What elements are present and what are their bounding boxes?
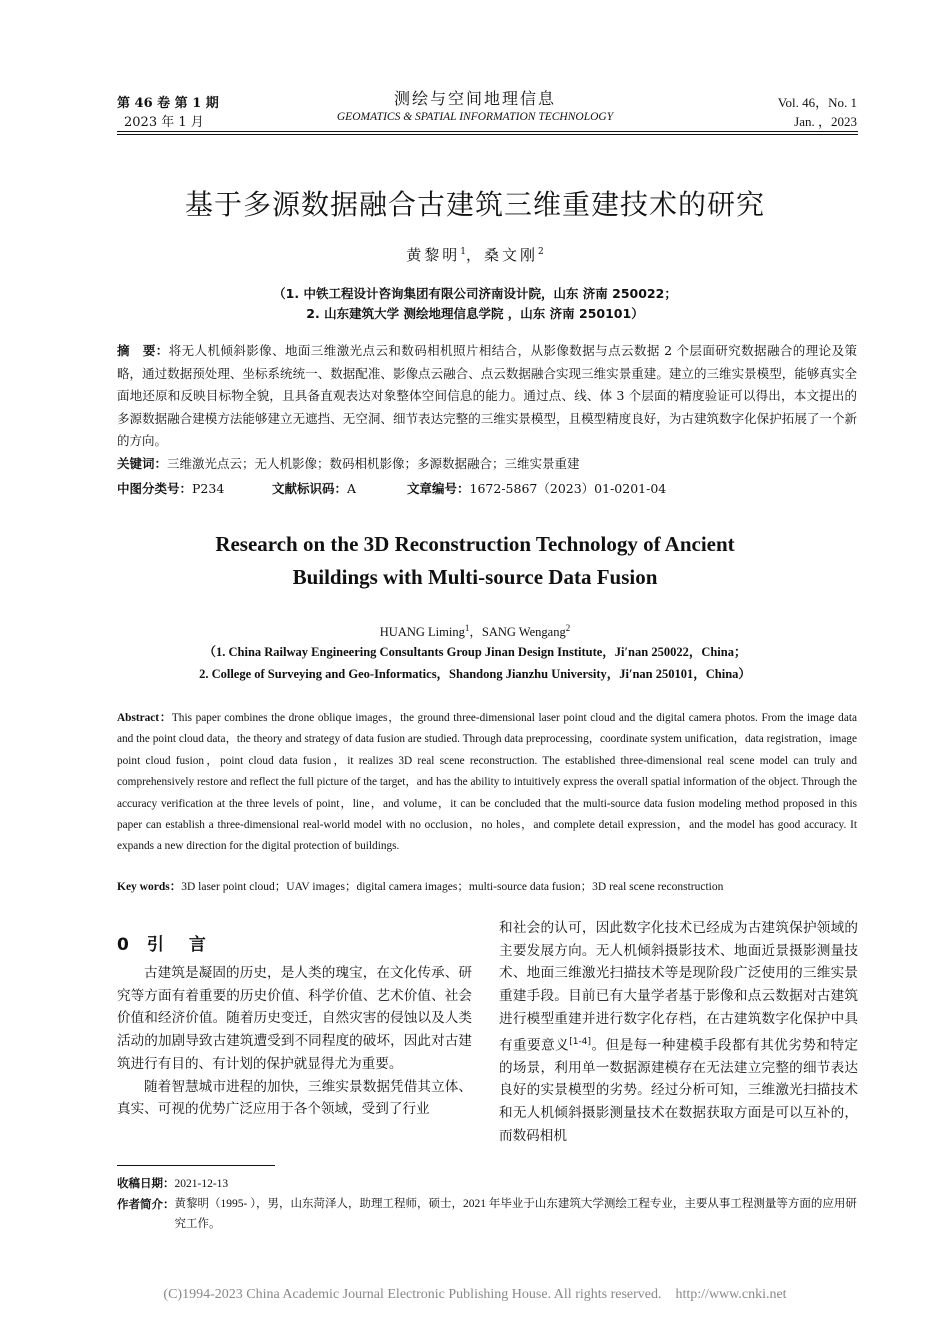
- body-paragraph-3-part-2: 。但是每一种建模手段都有其优劣势和特定的场景，利用单一数据源建模存在无法建立完整的细节表达良好的实景模型的劣势。经过分析可知，三维激光扫描技术和无人机倾斜摄影测量技术在数据获取方面是可以互补的，而数码相机: [499, 1037, 859, 1144]
- volume-issue-en: Vol. 46，No. 1: [777, 95, 857, 110]
- received-date: [117, 1173, 857, 1194]
- author-2-en: SANG Wengang: [481, 625, 566, 639]
- section-number: 0: [117, 935, 133, 955]
- citation-1-4: [1-4]: [569, 1036, 591, 1047]
- article-no-label: 文章编号：: [407, 481, 470, 496]
- author-2-en-mark: 2: [565, 622, 571, 633]
- body-paragraph-3-part-1: 和社会的认可，因此数字化技术已经成为古建筑保护领域的主要发展方向。无人机倾斜摄影技术、地面近景摄影测量技术、地面三维激光扫描技术等是现阶段广泛使用的三维实景重建手段。目前已有大量学者基于影像和点云数据对古建筑进行模型重建并进行数字化存档，在古建筑数字化保护中具有重要意义: [499, 920, 858, 1054]
- header-rule-bottom: [117, 134, 858, 135]
- author-en-separator: ，: [469, 625, 482, 639]
- author-1-en-mark: 1: [464, 622, 470, 633]
- keywords-cn: [117, 454, 857, 472]
- abstract-en-label: Abstract：: [117, 712, 172, 724]
- author-2-cn: 桑文刚: [484, 246, 539, 264]
- affiliation-1-en: （1. China Railway Engineering Consultants Group Jinan Design Institute，Ji′nan 250022，China；: [203, 645, 747, 659]
- footnote-rule: [117, 1165, 275, 1166]
- affiliation-2-cn: 2. 山东建筑大学 测绘地理信息学院 ，山东 济南 250101）: [306, 306, 644, 321]
- section-heading: [117, 930, 210, 955]
- affiliations-en: [0, 641, 950, 685]
- paper-title-cn: 基于多源数据融合古建筑三维重建技术的研究: [184, 188, 765, 221]
- affiliation-2-en: 2. College of Surveying and Geo-Informatics，Shandong Jianzhu University，Ji′nan 250101，China）: [199, 667, 751, 681]
- abstract-en-text: This paper combines the drone oblique images，the ground three-dimensional laser point cloud and the digital camera photos. From the image data and the point cloud data，the theory and strategy of data fusion are studied. Through data preprocessing，coordinate system unification，data registration，image point cloud fusion，point cloud data fusion，it realizes 3D real scene reconstruction. The established three-dimensional real scene model can truly and comprehensively restore and reflect the full picture of the target，and has the ability to intuitively express the overall spatial information of the object. Through the accuracy verification at the three levels of point，line，and volume，it can be concluded that the multi-source data fusion modeling method proposed in this paper can establish a three-dimensional real-world model with no occlusion，no holes，and complete detail expression，and the model has good accuracy. It expands a new direction for the digital protection of buildings.: [117, 712, 857, 853]
- date-cn: 2023 年 1 月: [124, 115, 204, 130]
- header-rule-top: [117, 131, 858, 132]
- body-column-right: [499, 917, 858, 1148]
- body-column-left: [117, 962, 472, 1121]
- keywords-en: [117, 878, 857, 894]
- keywords-cn-text: 三维激光点云；无人机影像；数码相机影像；多源数据融合；三维实景重建: [167, 456, 580, 471]
- affiliations-cn: [0, 284, 950, 324]
- received-value: 2021-12-13: [174, 1178, 229, 1190]
- author-bio: [117, 1194, 857, 1234]
- doc-code-value: A: [347, 481, 357, 496]
- author-bio-label: 作者简介：: [117, 1197, 175, 1211]
- copyright-notice: (C)1994-2023 China Academic Journal Electronic Publishing House. All rights reserved. http://www.cnki.net: [163, 1287, 787, 1302]
- paper-title-en: [0, 528, 950, 594]
- date-en: Jan. ，2023: [794, 114, 857, 129]
- clc-value: P234: [192, 481, 225, 496]
- abstract-cn: [117, 340, 857, 453]
- authors-cn: [0, 244, 950, 265]
- body-paragraph-2: 随着智慧城市进程的加快，三维实景数据凭借其立体、真实、可视的优势广泛应用于各个领域，受到了行业: [117, 1078, 472, 1118]
- abstract-cn-text: 将无人机倾斜影像、地面三维激光点云和数码相机照片相结合，从影像数据与点云数据 2 个层面研究数据融合的理论及策略，通过数据预处理、坐标系统统一、数据配准、影像点云融合、点云数据融合实现三维实景重建。建立的三维实景模型，能够真实全面地还原和反映目标物全貌，且具备直观表达对象整体空间信息的能力。通过点、线、体 3 个层面的精度验证可以得出，本文提出的多源数据融合建模方法能够建立无遮挡、无空洞、细节表达完整的三维实景模型，且模型精度良好，为古建筑数字化保护拓展了一个新的方向。: [117, 343, 857, 448]
- author-separator: ，: [465, 246, 484, 264]
- journal-title-en: GEOMATICS & SPATIAL INFORMATION TECHNOLOGY: [336, 111, 614, 123]
- journal-title-cn: 测绘与空间地理信息: [393, 89, 556, 108]
- keywords-en-text: 3D laser point cloud；UAV images；digital camera images；multi-source data fusion；3D real scene reconstruction: [181, 881, 724, 893]
- abstract-en: [117, 708, 857, 858]
- body-paragraph-1: 古建筑是凝固的历史，是人类的瑰宝，在文化传承、研究等方面有着重要的历史价值、科学价值、艺术价值、社会价值和经济价值。随着历史变迁，自然灾害的侵蚀以及人类活动的加剧导致古建筑遭受到不同程度的破坏，因此对古建筑进行有目的、有计划的保护就显得尤为重要。: [117, 965, 472, 1072]
- doc-code-label: 文献标识码：: [272, 481, 348, 496]
- body-paragraph-3: [499, 917, 858, 1148]
- author-bio-text: 黄黎明（1995- ），男，山东菏泽人，助理工程师，硕士，2021 年毕业于山东建筑大学测绘工程专业，主要从事工程测量等方面的应用研究工作。: [174, 1198, 857, 1230]
- affiliation-1-cn: （1. 中铁工程设计咨询集团有限公司济南设计院，山东 济南 250022；: [273, 286, 677, 301]
- paper-title-en-line-1: Research on the 3D Reconstruction Technology of Ancient: [215, 532, 735, 556]
- author-1-cn: 黄黎明: [406, 246, 461, 264]
- author-1-mark: 1: [460, 247, 466, 257]
- received-label: 收稿日期：: [117, 1176, 175, 1190]
- author-2-mark: 2: [538, 247, 544, 257]
- abstract-cn-label: 摘 要：: [117, 343, 169, 358]
- clc-label: 中图分类号：: [117, 481, 193, 496]
- volume-issue-cn: 第 46 卷 第 1 期: [117, 96, 219, 111]
- footnote: [117, 1173, 857, 1234]
- keywords-en-label: Key words：: [117, 881, 182, 893]
- keywords-cn-label: 关键词：: [117, 456, 168, 471]
- author-1-en: HUANG Liming: [379, 625, 465, 639]
- section-title: 引 言: [146, 935, 210, 955]
- article-no-value: 1672-5867（2023）01-0201-04: [469, 481, 667, 496]
- classification-row: [117, 479, 857, 497]
- paper-title-en-line-2: Buildings with Multi-source Data Fusion: [292, 565, 658, 589]
- authors-en: [0, 622, 950, 640]
